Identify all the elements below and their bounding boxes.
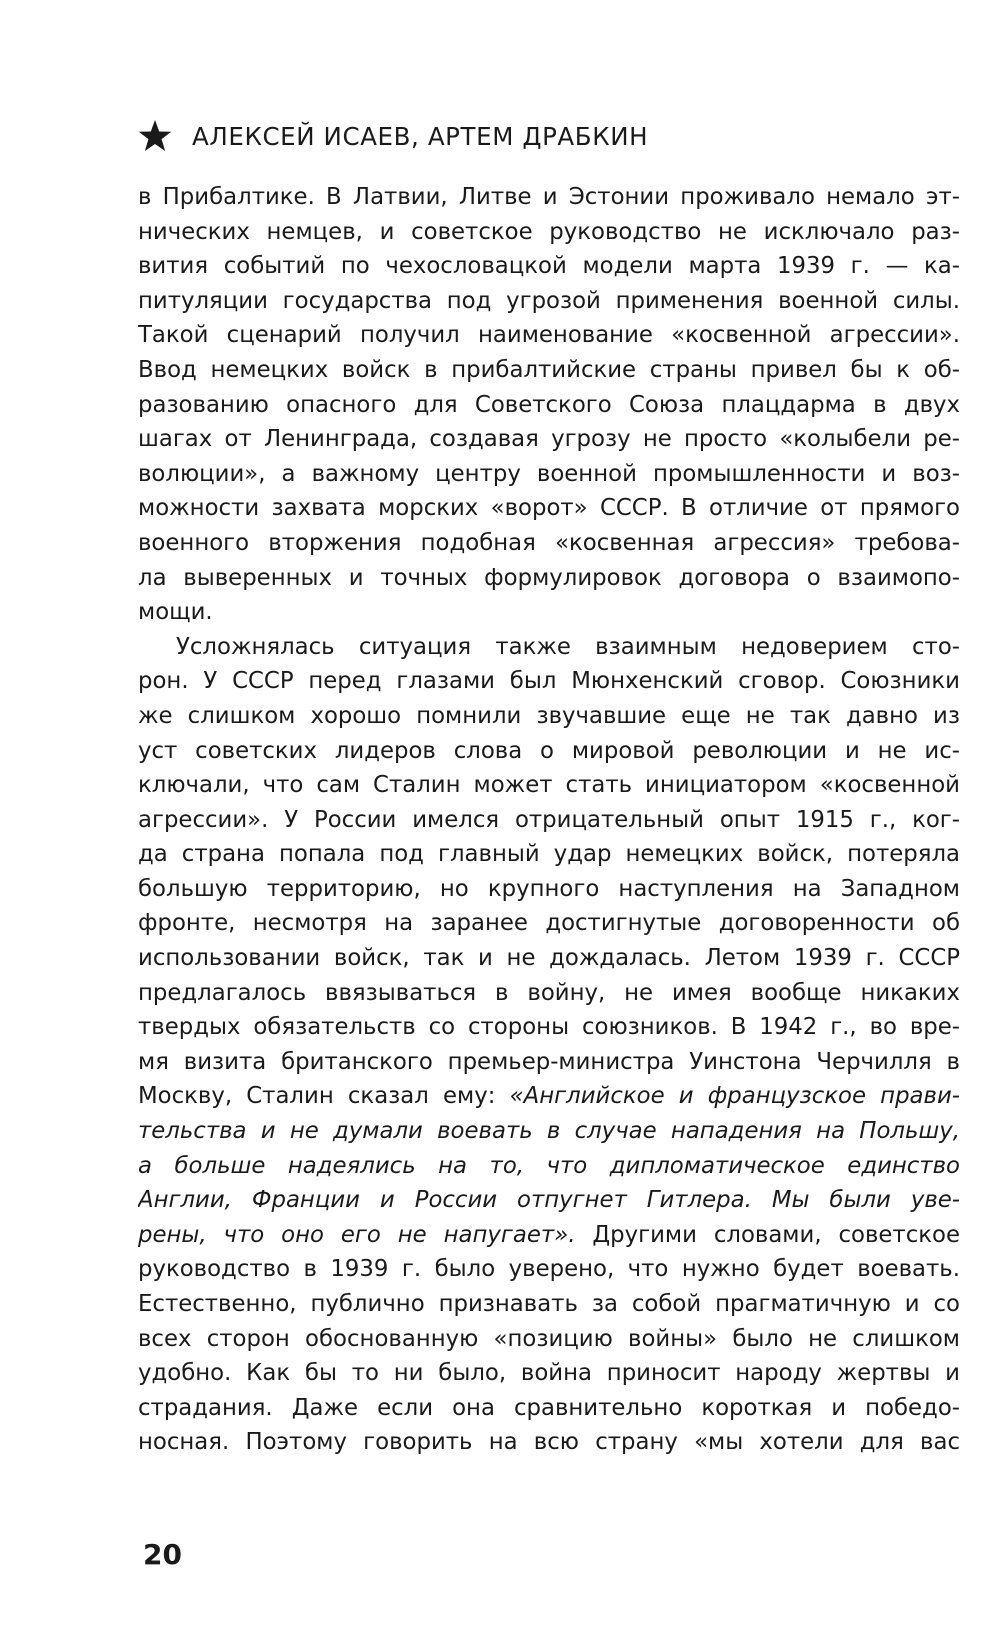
page-number: 20	[143, 1538, 182, 1571]
stalin-quote: Англии, Франции и России отпугнет Гитлера. Мы были уве-	[138, 1187, 960, 1214]
running-head	[138, 116, 648, 156]
text-line: разованию опасного для Советского Союза плацдарма в двух	[138, 391, 960, 418]
text-line: твердых обязательств со стороны союзников. В 1942 г., во вре-	[138, 1014, 960, 1041]
text-line: питуляции государства под угрозой применения военной силы.	[138, 287, 960, 314]
star-icon	[138, 119, 172, 153]
text-line: военного вторжения подобная «косвенная агрессия» требова-	[138, 529, 960, 556]
stalin-quote: тельства и не думали воевать в случае нападения на Польшу,	[138, 1118, 960, 1145]
text-line: же слишком хорошо помнили звучавшие еще не так давно из	[138, 702, 960, 729]
text-line: удобно. Как бы то ни было, война приносит народу жертвы и	[138, 1360, 960, 1387]
text-line: уст советских лидеров слова о мировой революции и не ис-	[138, 737, 960, 764]
text-line: предлагалось ввязываться в войну, не имея вообще никаких	[138, 979, 960, 1006]
text-line: нических немцев, и советское руководство не исключало раз-	[138, 218, 960, 245]
text-line: Ввод немецких войск в прибалтийские страны привел бы к об-	[138, 356, 960, 383]
text-line: волюции», а важному центру военной промышленности и воз-	[138, 460, 960, 487]
text-line: мощи.	[138, 599, 213, 626]
author-line: АЛЕКСЕЙ ИСАЕВ, АРТЕМ ДРАБКИН	[192, 121, 649, 151]
text-line: Такой сценарий получил наименование «косвенной агрессии».	[138, 322, 960, 349]
text-line: страдания. Даже если она сравнительно короткая и победо-	[138, 1394, 960, 1421]
text-line: Москву, Сталин сказал ему: «Английское и французское прави-	[138, 1083, 960, 1110]
body-text	[138, 180, 960, 1460]
text-line: мя визита британского премьер-министра Уинстона Черчилля в	[138, 1048, 960, 1075]
text-line: Усложнялась ситуация также взаимным недоверием сто-	[176, 633, 960, 660]
stalin-quote: «Английское и французское прави-	[509, 1083, 960, 1110]
text-line	[138, 1114, 960, 1149]
text-line: можности захвата морских «ворот» СССР. В отличие от прямого	[138, 495, 960, 522]
text-line: в Прибалтике. В Латвии, Литве и Эстонии проживало немало эт-	[138, 184, 960, 210]
text-line	[138, 1183, 960, 1218]
text-line: да страна попала под главный удар немецких войск, потеряла	[138, 841, 960, 868]
text-line: ключали, что сам Сталин может стать инициатором «косвенной	[138, 772, 960, 799]
text-line: ла выверенных и точных формулировок договора о взаимопо-	[138, 564, 960, 591]
text-line: использовании войск, так и не дождалась. Летом 1939 г. СССР	[138, 945, 960, 972]
text-line: рены, что оно его не напугает». Другими словами, советское	[138, 1221, 960, 1248]
text-line: агрессии». У России имелся отрицательный опыт 1915 г., ког-	[138, 806, 960, 833]
text-line: фронте, несмотря на заранее достигнутые договоренности об	[138, 910, 960, 937]
text-line: шагах от Ленинграда, создавая угрозу не просто «колыбели ре-	[138, 426, 960, 453]
text-line: Естественно, публично признавать за собой прагматичную и со	[138, 1291, 960, 1317]
text-line	[138, 1149, 960, 1184]
text-line: носная. Поэтому говорить на всю страну «мы хотели для вас	[138, 1429, 960, 1456]
text-line: большую территорию, но крупного наступления на Западном	[138, 875, 960, 902]
text-line: всех сторон обоснованную «позицию войны» было не слишком	[138, 1325, 960, 1352]
text-line: рон. У СССР перед глазами был Мюнхенский сговор. Союзники	[138, 668, 960, 695]
text-line: вития событий по чехословацкой модели марта 1939 г. — ка-	[138, 253, 960, 280]
text-line: руководство в 1939 г. было уверено, что нужно будет воевать.	[138, 1256, 960, 1283]
stalin-quote: а больше надеялись на то, что дипломатическое единство	[138, 1152, 960, 1179]
stalin-quote: рены, что оно его не напугает».	[138, 1221, 576, 1248]
